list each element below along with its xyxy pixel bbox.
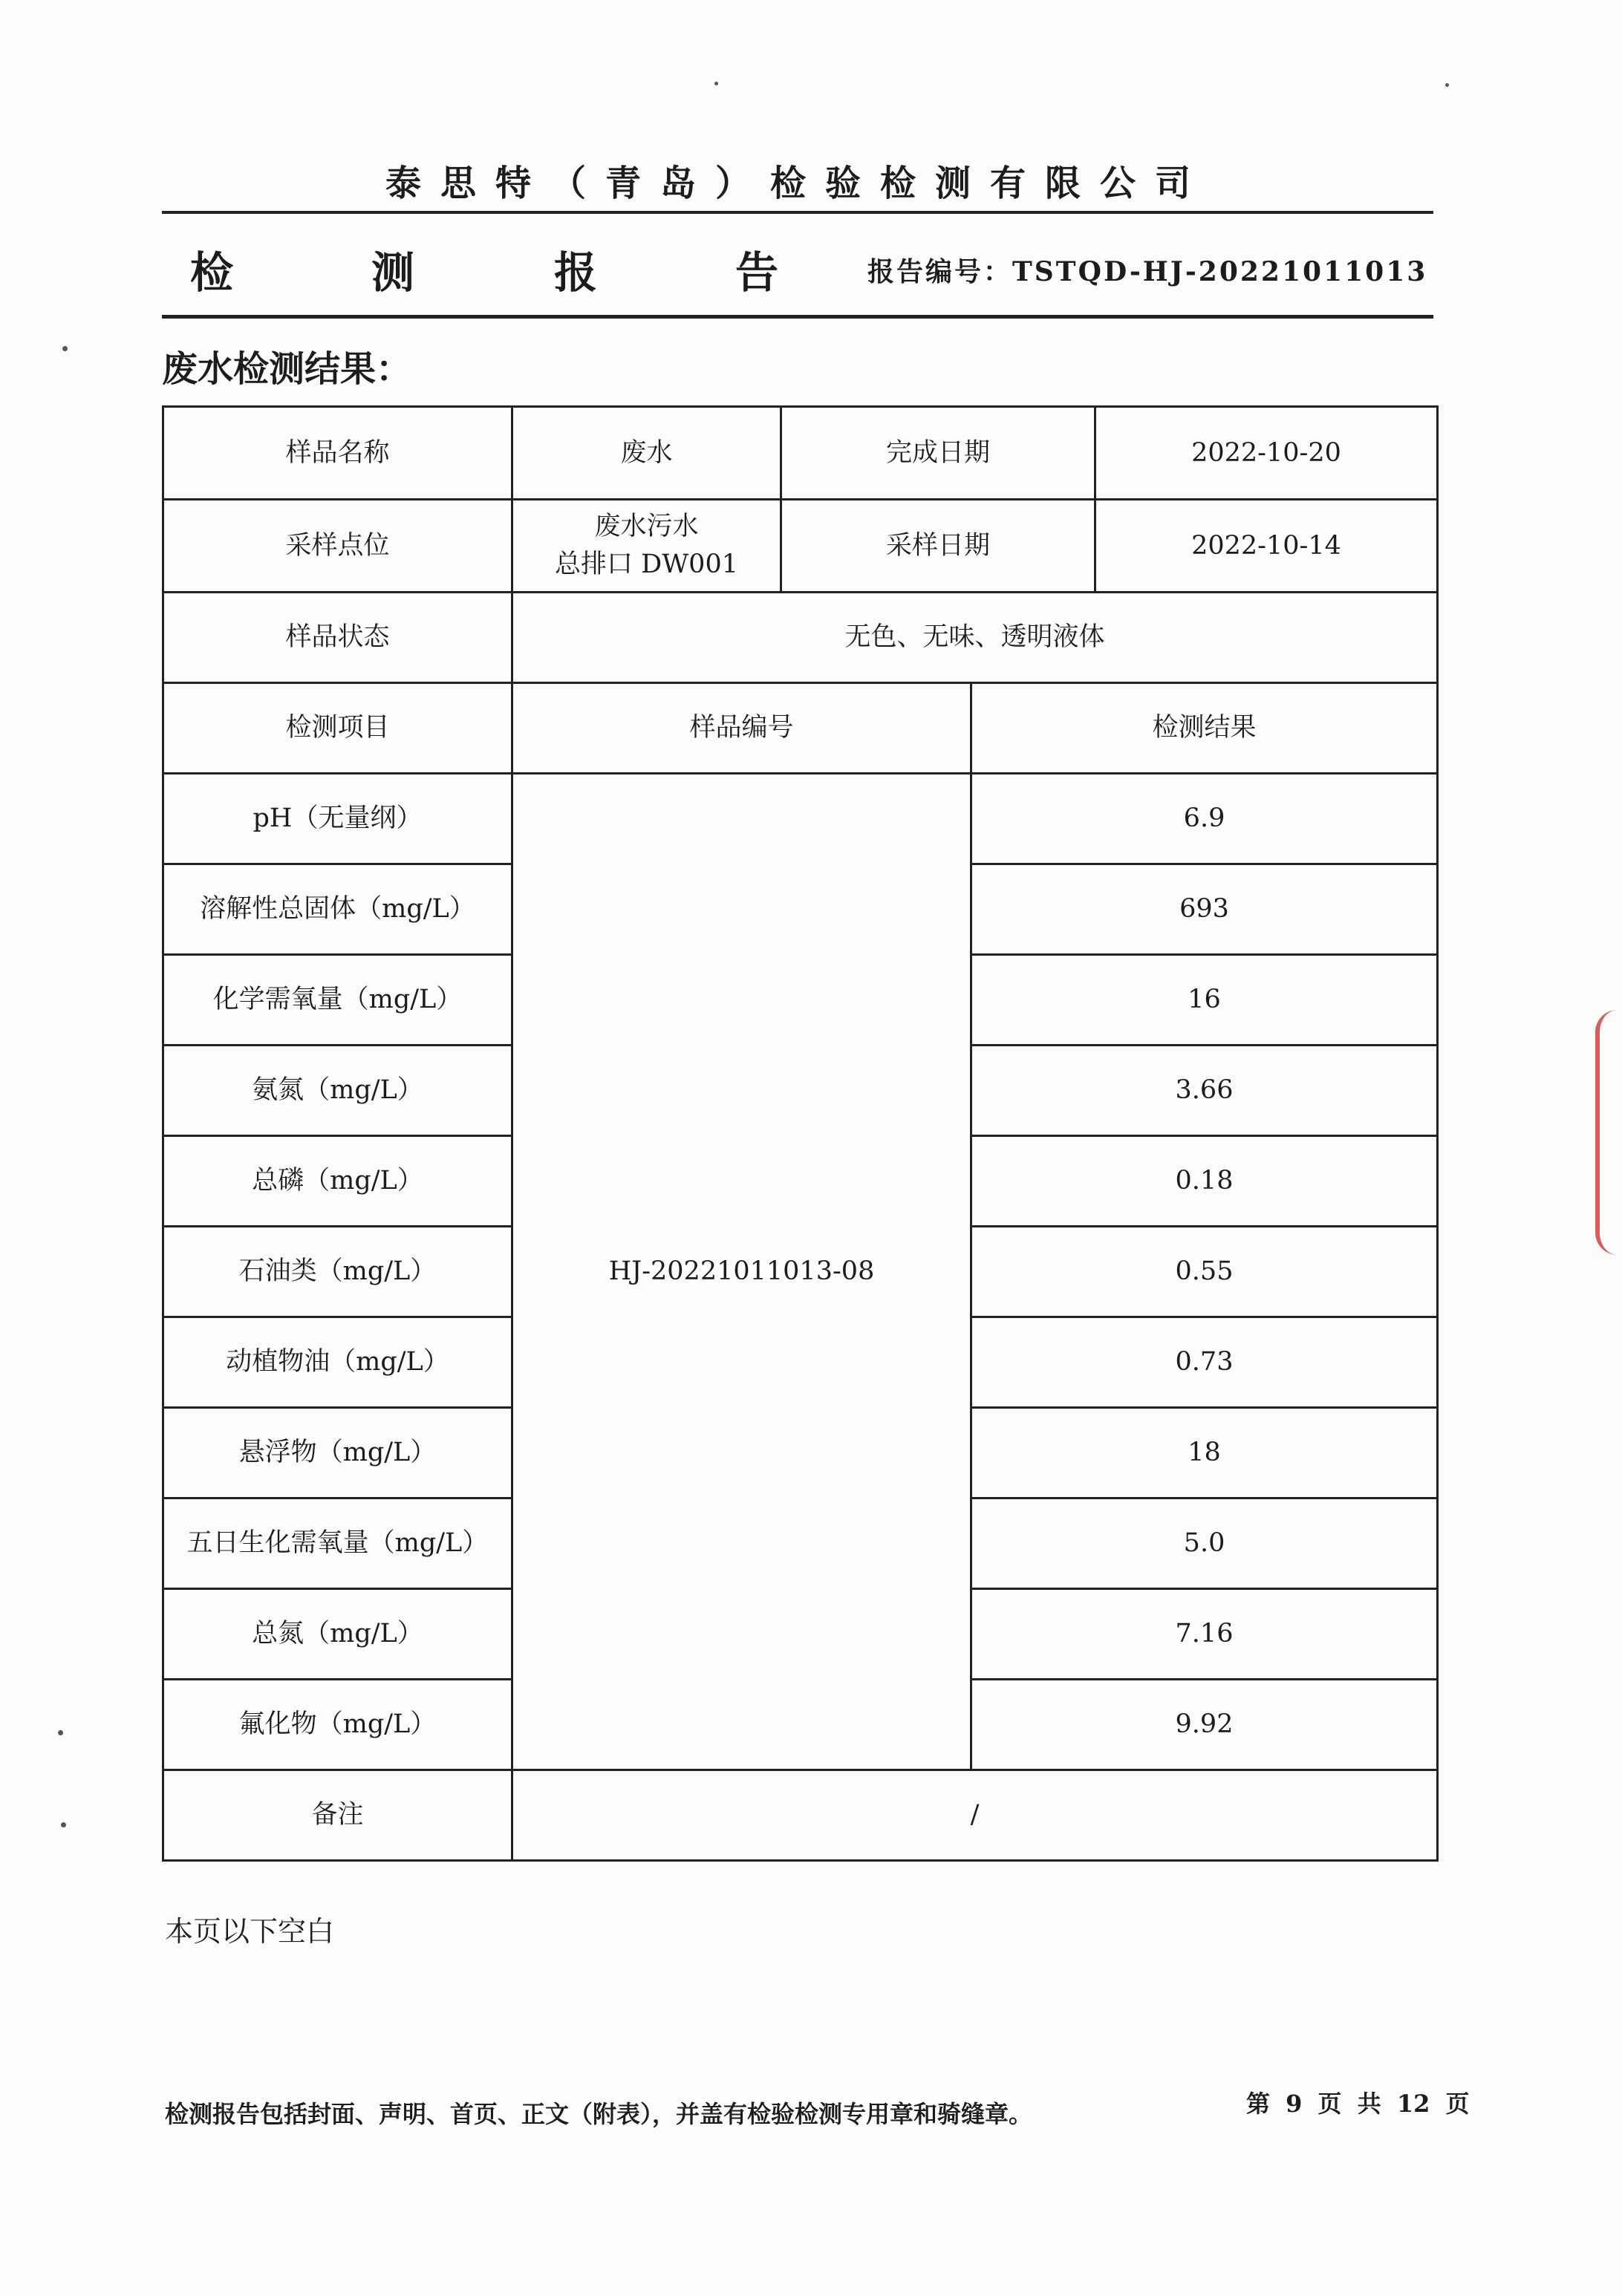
blank-below-note: 本页以下空白	[165, 1915, 335, 1948]
scan-speck	[61, 1822, 66, 1827]
result-cell: 7.16	[971, 1589, 1438, 1680]
seam-seal-edge	[1595, 1010, 1622, 1255]
header-rule-bottom	[162, 315, 1433, 319]
item-cell: pH（无量纲）	[163, 774, 512, 864]
scan-speck	[714, 82, 718, 85]
header-sample-no: 样品编号	[512, 683, 971, 774]
report-number-value: TSTQD-HJ-20221011013	[1012, 256, 1428, 287]
complete-date-label: 完成日期	[782, 408, 1096, 498]
section-title: 废水检测结果：	[162, 348, 412, 390]
item-cell: 化学需氧量（mg/L）	[163, 955, 512, 1046]
sample-name-label: 样品名称	[163, 407, 512, 500]
info-row-sample-state	[163, 593, 1438, 683]
result-cell: 9.92	[971, 1680, 1438, 1770]
header-rule-top	[162, 211, 1433, 214]
report-title-char-1: 检	[190, 247, 234, 298]
sampling-point-line1: 废水污水	[594, 512, 699, 542]
sampling-point-value	[512, 500, 781, 593]
result-cell: 18	[971, 1408, 1438, 1498]
scan-speck	[1445, 83, 1449, 87]
sampling-point-label: 采样点位	[163, 500, 512, 593]
remark-value: /	[512, 1770, 1438, 1861]
results-header-row	[163, 683, 1438, 774]
page-number: 第 9 页 共 12 页	[1246, 2090, 1470, 2118]
company-name: 泰思特（青岛）检验检测有限公司	[385, 163, 1210, 204]
complete-date-value: 2022-10-20	[1191, 437, 1341, 468]
scan-speck	[62, 346, 68, 351]
item-cell: 总磷（mg/L）	[163, 1136, 512, 1227]
info-row-sampling-point	[163, 500, 1438, 593]
sampling-point-line2: 总排口 DW001	[555, 549, 738, 579]
result-cell: 0.55	[971, 1227, 1438, 1317]
result-cell: 0.73	[971, 1317, 1438, 1408]
item-cell: 石油类（mg/L）	[163, 1227, 512, 1317]
item-cell: 氟化物（mg/L）	[163, 1680, 512, 1770]
complete-date-cell	[781, 407, 1438, 500]
sampling-date-label: 采样日期	[782, 500, 1096, 591]
remark-row	[163, 1770, 1438, 1861]
table-row	[163, 774, 1438, 864]
result-cell: 6.9	[971, 774, 1438, 864]
item-cell: 五日生化需氧量（mg/L）	[163, 1498, 512, 1589]
report-title-char-3: 报	[554, 247, 598, 298]
sample-state-value: 无色、无味、透明液体	[512, 593, 1438, 683]
result-cell: 16	[971, 955, 1438, 1046]
report-number-label: 报告编号：	[867, 256, 1013, 287]
item-cell: 氨氮（mg/L）	[163, 1046, 512, 1136]
item-cell: 动植物油（mg/L）	[163, 1317, 512, 1408]
result-cell: 0.18	[971, 1136, 1438, 1227]
report-number	[867, 251, 1427, 289]
report-title-char-4: 告	[735, 247, 779, 298]
sampling-date-value: 2022-10-14	[1191, 530, 1341, 561]
sample-number-cell: HJ-20221011013-08	[512, 774, 971, 1770]
report-title-char-2: 测	[371, 247, 415, 298]
item-cell: 总氮（mg/L）	[163, 1589, 512, 1680]
result-cell: 3.66	[971, 1046, 1438, 1136]
footer-note: 检测报告包括封面、声明、首页、正文（附表），并盖有检验检测专用章和骑缝章。	[165, 2100, 1033, 2128]
remark-label: 备注	[163, 1770, 512, 1861]
result-cell: 5.0	[971, 1498, 1438, 1589]
results-table	[162, 405, 1439, 1862]
sample-state-label: 样品状态	[163, 593, 512, 683]
item-cell: 悬浮物（mg/L）	[163, 1408, 512, 1498]
header-item: 检测项目	[163, 683, 512, 774]
sampling-date-cell	[781, 500, 1438, 593]
item-cell: 溶解性总固体（mg/L）	[163, 864, 512, 955]
scan-speck	[58, 1730, 63, 1735]
sample-name-value: 废水	[512, 407, 781, 500]
header-result: 检测结果	[971, 683, 1438, 774]
result-cell: 693	[971, 864, 1438, 955]
info-row-sample-name	[163, 407, 1438, 500]
